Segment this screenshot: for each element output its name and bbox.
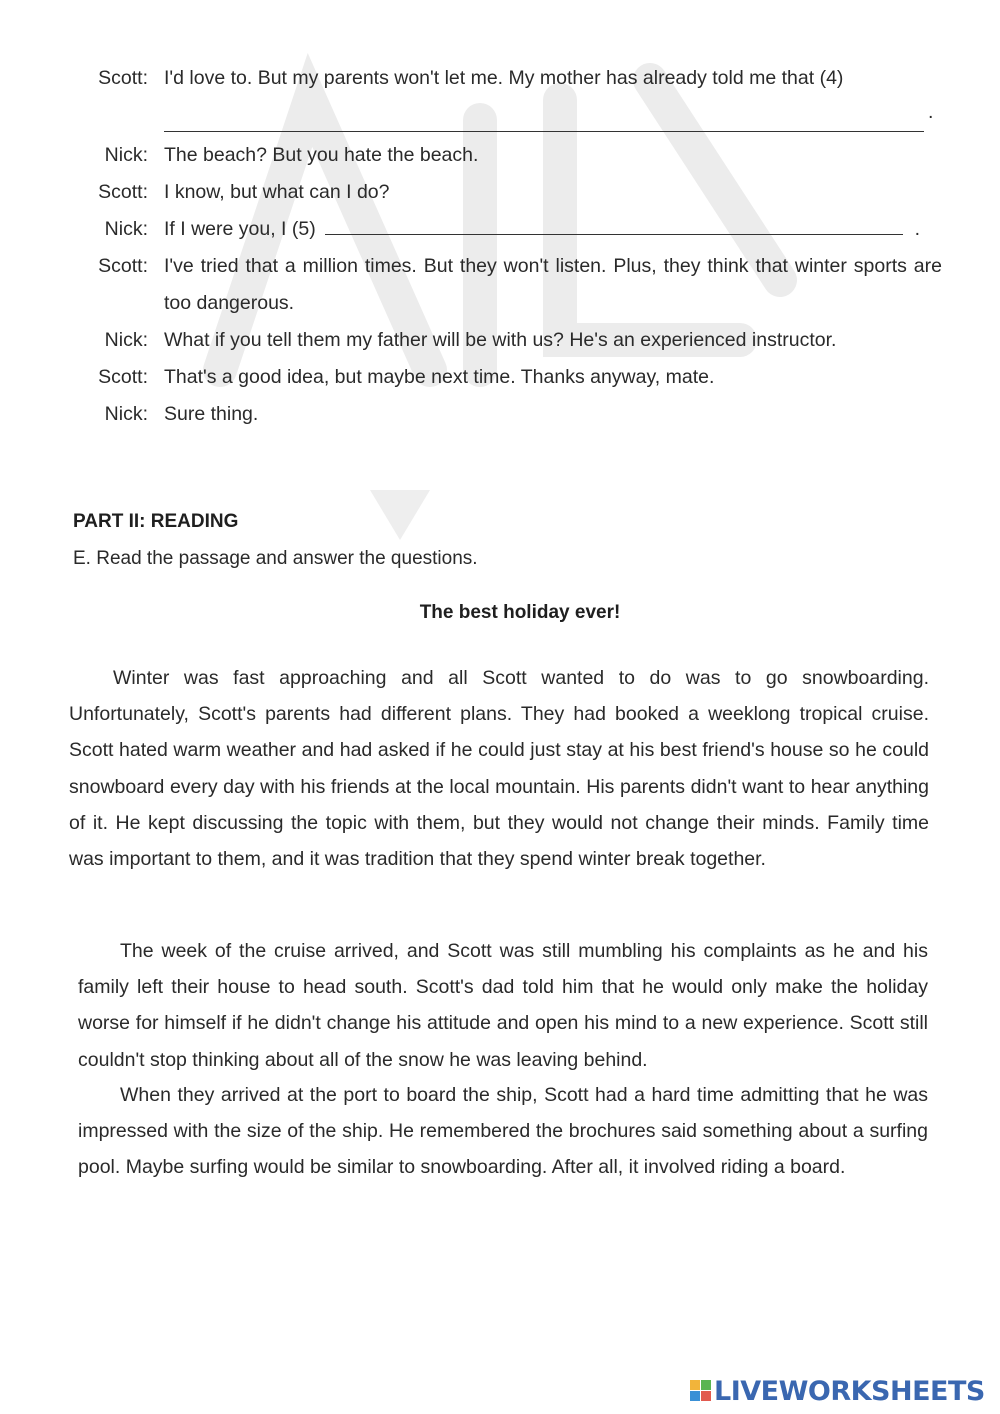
speaker-name: Scott:	[98, 366, 148, 388]
liveworksheets-logo-icon	[690, 1380, 712, 1402]
dialogue-line	[72, 137, 942, 174]
dialogue-section	[72, 60, 942, 433]
liveworksheets-brand	[690, 1374, 985, 1408]
passage-paragraph: Winter was fast approaching and all Scott wanted to do was to go snowboarding. Unfortunately, Scott's parents had different plans. They had booked a weeklong tropical cruise. Scott hated warm weather and had asked if he could just stay at his best friend's house so he could snowboard every day with his friends at the local mountain. His parents didn't want to hear anything of it. He kept discussing the topic with them, but they would not change their minds. Family time was important to them, and it was tradition that they spend winter break together.	[69, 667, 929, 871]
brand-name: LIVEWORKSHEETS	[714, 1375, 985, 1407]
dialogue-line	[72, 359, 942, 396]
instruction-text: E. Read the passage and answer the questions.	[73, 548, 478, 569]
speaker-name: Nick:	[104, 329, 148, 351]
speech-text: What if you tell them my father will be with us? He's an experienced instructor.	[164, 329, 837, 351]
speech-text-with-blank	[164, 211, 942, 248]
speech-text: If I were you, I (5)	[164, 218, 316, 240]
speaker-name: Scott:	[98, 67, 148, 89]
passage-title: The best holiday ever!	[419, 602, 621, 623]
speech-text: I'd love to. But my parents won't let me. My mother has already told me that (4)	[164, 67, 844, 89]
speech-text: I've tried that a million times. But they won't listen. Plus, they think that winter sports are too dangerous.	[164, 255, 942, 314]
speaker-name: Nick:	[104, 144, 148, 166]
dialogue-line	[72, 174, 942, 211]
dialogue-line	[72, 248, 942, 322]
speaker-name: Nick:	[104, 403, 148, 425]
blank-period: .	[928, 101, 934, 123]
dialogue-line	[72, 396, 942, 433]
dialogue-line	[72, 60, 942, 97]
speaker-name: Scott:	[98, 255, 148, 277]
speech-text: That's a good idea, but maybe next time. Thanks anyway, mate.	[164, 366, 715, 388]
answer-blank-4[interactable]	[164, 97, 942, 137]
passage-paragraph: The week of the cruise arrived, and Scott was still mumbling his complaints as he and his family left their house to head south. Scott's dad told him that he would only make the holiday worse for himself if he didn't change his attitude and open his mind to a new experience. Scott still couldn't stop thinking about all of the snow he was leaving behind.	[78, 940, 928, 1071]
dialogue-line	[72, 322, 942, 359]
blank-line[interactable]	[164, 115, 924, 132]
speech-text: The beach? But you hate the beach.	[164, 144, 479, 166]
blank-period: .	[914, 218, 920, 240]
passage-paragraph: When they arrived at the port to board the ship, Scott had a hard time admitting that he was impressed with the size of the ship. He remembered the brochures said something about a surfing pool. Maybe surfing would be similar to snowboarding. After all, it involved riding a board.	[78, 1084, 928, 1179]
speech-text: Sure thing.	[164, 403, 259, 425]
dialogue-line	[72, 211, 942, 248]
speech-text: I know, but what can I do?	[164, 181, 390, 203]
part-heading: PART II: READING	[73, 511, 239, 532]
answer-blank-5[interactable]	[325, 218, 903, 235]
speaker-name: Scott:	[98, 181, 148, 203]
speaker-name: Nick:	[104, 218, 148, 240]
